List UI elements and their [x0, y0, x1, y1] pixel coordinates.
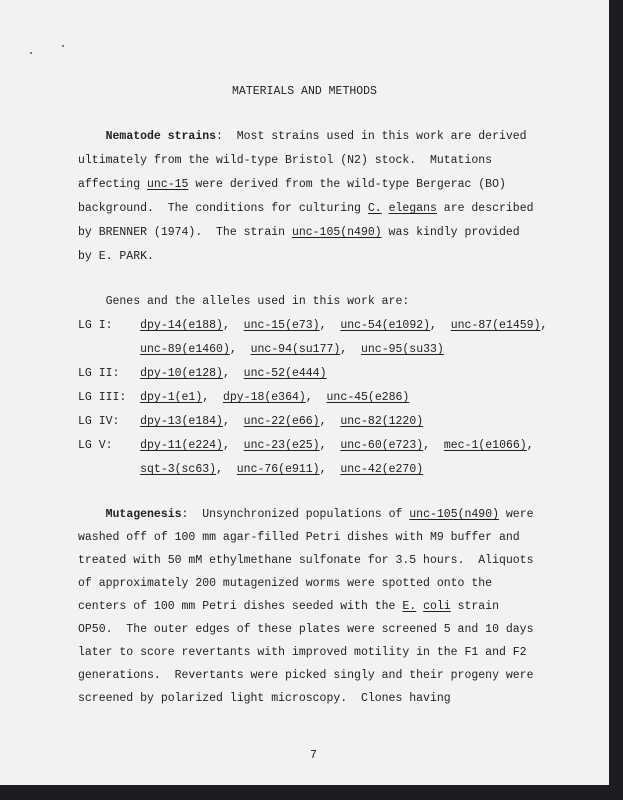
text-span: strain [450, 600, 499, 613]
text-line [78, 692, 451, 706]
text-span: , [423, 439, 444, 452]
section-title: MATERIALS AND METHODS [232, 85, 377, 98]
text-span: LG I: [78, 319, 141, 332]
underlined-term: unc-87(e1459) [450, 319, 541, 332]
underlined-term: unc-89(e1460) [140, 343, 230, 356]
text-line [78, 577, 492, 591]
underlined-term: unc-94(su177) [250, 343, 341, 356]
text-line [78, 646, 527, 660]
text-span: , [526, 439, 534, 452]
run-in-heading: Nematode strains [105, 130, 217, 143]
text-span [78, 508, 106, 521]
underlined-term: dpy-18(e364) [222, 391, 306, 404]
text-span: of approximately 200 mutagenized worms were spotted onto the [78, 577, 493, 590]
text-line [78, 154, 492, 168]
text-line [78, 508, 534, 522]
text-span: were [499, 508, 534, 521]
text-span: later to score revertants with improved motility in the F1 and F2 [78, 646, 527, 659]
text-span: LG III: [78, 391, 141, 404]
text-span: , [222, 319, 244, 332]
text-line [78, 415, 423, 429]
text-span: screened by polarized light microscopy. Clones having [78, 692, 451, 705]
text-line [78, 130, 527, 144]
underlined-term: unc-15 [147, 178, 189, 191]
text-span: , [222, 367, 244, 380]
text-span: was kindly provided [381, 226, 520, 239]
underlined-term: dpy-13(e184) [140, 415, 223, 428]
text-span: were derived from the wild-type Bergerac (BO) [188, 178, 506, 191]
text-span: , [319, 439, 341, 452]
underlined-term: dpy-10(e128) [140, 367, 223, 380]
page-number: 7 [310, 749, 317, 762]
underlined-term: unc-54(e1092) [340, 319, 431, 332]
text-span: by BRENNER (1974). The strain [78, 226, 292, 239]
text-span: washed off of 100 mm agar-filled Petri dishes with M9 buffer and [78, 531, 520, 544]
text-span: , [430, 319, 451, 332]
text-span: centers of 100 mm Petri dishes seeded with the [78, 600, 403, 613]
text-span [78, 463, 140, 476]
text-line [78, 295, 409, 309]
underlined-term: dpy-1(e1) [140, 391, 203, 404]
text-span: , [222, 415, 244, 428]
text-span: OP50. The outer edges of these plates were screened 5 and 10 days [78, 623, 534, 636]
text-line [78, 367, 327, 381]
run-in-heading: Mutagenesis [105, 508, 182, 521]
underlined-term: unc-22(e66) [243, 415, 320, 428]
text-line [78, 669, 533, 683]
underlined-term: E. [402, 600, 417, 613]
text-span: , [319, 415, 341, 428]
underlined-term: dpy-11(e224) [140, 439, 223, 452]
text-line [78, 202, 534, 216]
underlined-term: unc-82(1220) [340, 415, 424, 428]
text-span [382, 202, 389, 215]
text-line [78, 226, 520, 240]
text-span: treated with 50 mM ethylmethane sulfonate for 3.5 hours. Aliquots [78, 554, 534, 567]
text-line [78, 178, 506, 192]
text-line [78, 319, 547, 333]
underlined-term: unc-105(n490) [291, 226, 382, 239]
underlined-term: unc-42(e270) [340, 463, 424, 476]
text-span: LG II: [78, 367, 141, 380]
underlined-term: elegans [388, 202, 437, 215]
underlined-term: unc-60(e723) [340, 439, 424, 452]
text-line [78, 600, 499, 614]
text-span: LG IV: [78, 415, 141, 428]
text-span: Genes and the alleles used in this work are: [78, 295, 410, 308]
underlined-term: unc-15(e73) [243, 319, 320, 332]
text-span: generations. Revertants were picked singly and their progeny were [78, 669, 534, 682]
text-span: , [305, 391, 327, 404]
text-line [78, 343, 444, 357]
underlined-term: unc-52(e444) [243, 367, 327, 380]
text-line [78, 250, 154, 264]
text-span: background. The conditions for culturing [78, 202, 368, 215]
text-span: , [216, 463, 237, 476]
text-span: by E. PARK. [78, 250, 154, 263]
text-span: , [229, 343, 251, 356]
text-span: , [319, 463, 341, 476]
text-line [78, 531, 520, 545]
text-line [78, 439, 534, 453]
underlined-term: dpy-14(e188) [140, 319, 223, 332]
scan-speck [62, 45, 64, 47]
underlined-term: C. [367, 202, 382, 215]
text-span: , [222, 439, 244, 452]
text-line [78, 623, 533, 637]
text-line [78, 391, 409, 405]
text-span: , [540, 319, 548, 332]
text-span: : Most strains used in this work are derived [216, 130, 527, 143]
underlined-term: unc-105(n490) [409, 508, 499, 521]
text-span [78, 130, 106, 143]
text-span: are described [436, 202, 534, 215]
underlined-term: unc-45(e286) [326, 391, 410, 404]
underlined-term: unc-95(su33) [361, 343, 444, 356]
text-span: : Unsynchronized populations of [181, 508, 410, 521]
text-span: ultimately from the wild-type Bristol (N2) stock. Mutations [78, 154, 493, 167]
underlined-term: mec-1(e1066) [443, 439, 527, 452]
text-span: LG V: [78, 439, 141, 452]
underlined-term: unc-23(e25) [243, 439, 320, 452]
underlined-term: coli [423, 600, 451, 613]
text-line [78, 463, 423, 477]
text-line [78, 554, 533, 568]
underlined-term: unc-76(e911) [236, 463, 320, 476]
underlined-term: sqt-3(sc63) [140, 463, 217, 476]
text-span: affecting [78, 178, 148, 191]
text-span: , [340, 343, 361, 356]
text-span: , [202, 391, 223, 404]
text-span [78, 343, 140, 356]
text-span: , [319, 319, 341, 332]
scan-speck [30, 52, 32, 54]
